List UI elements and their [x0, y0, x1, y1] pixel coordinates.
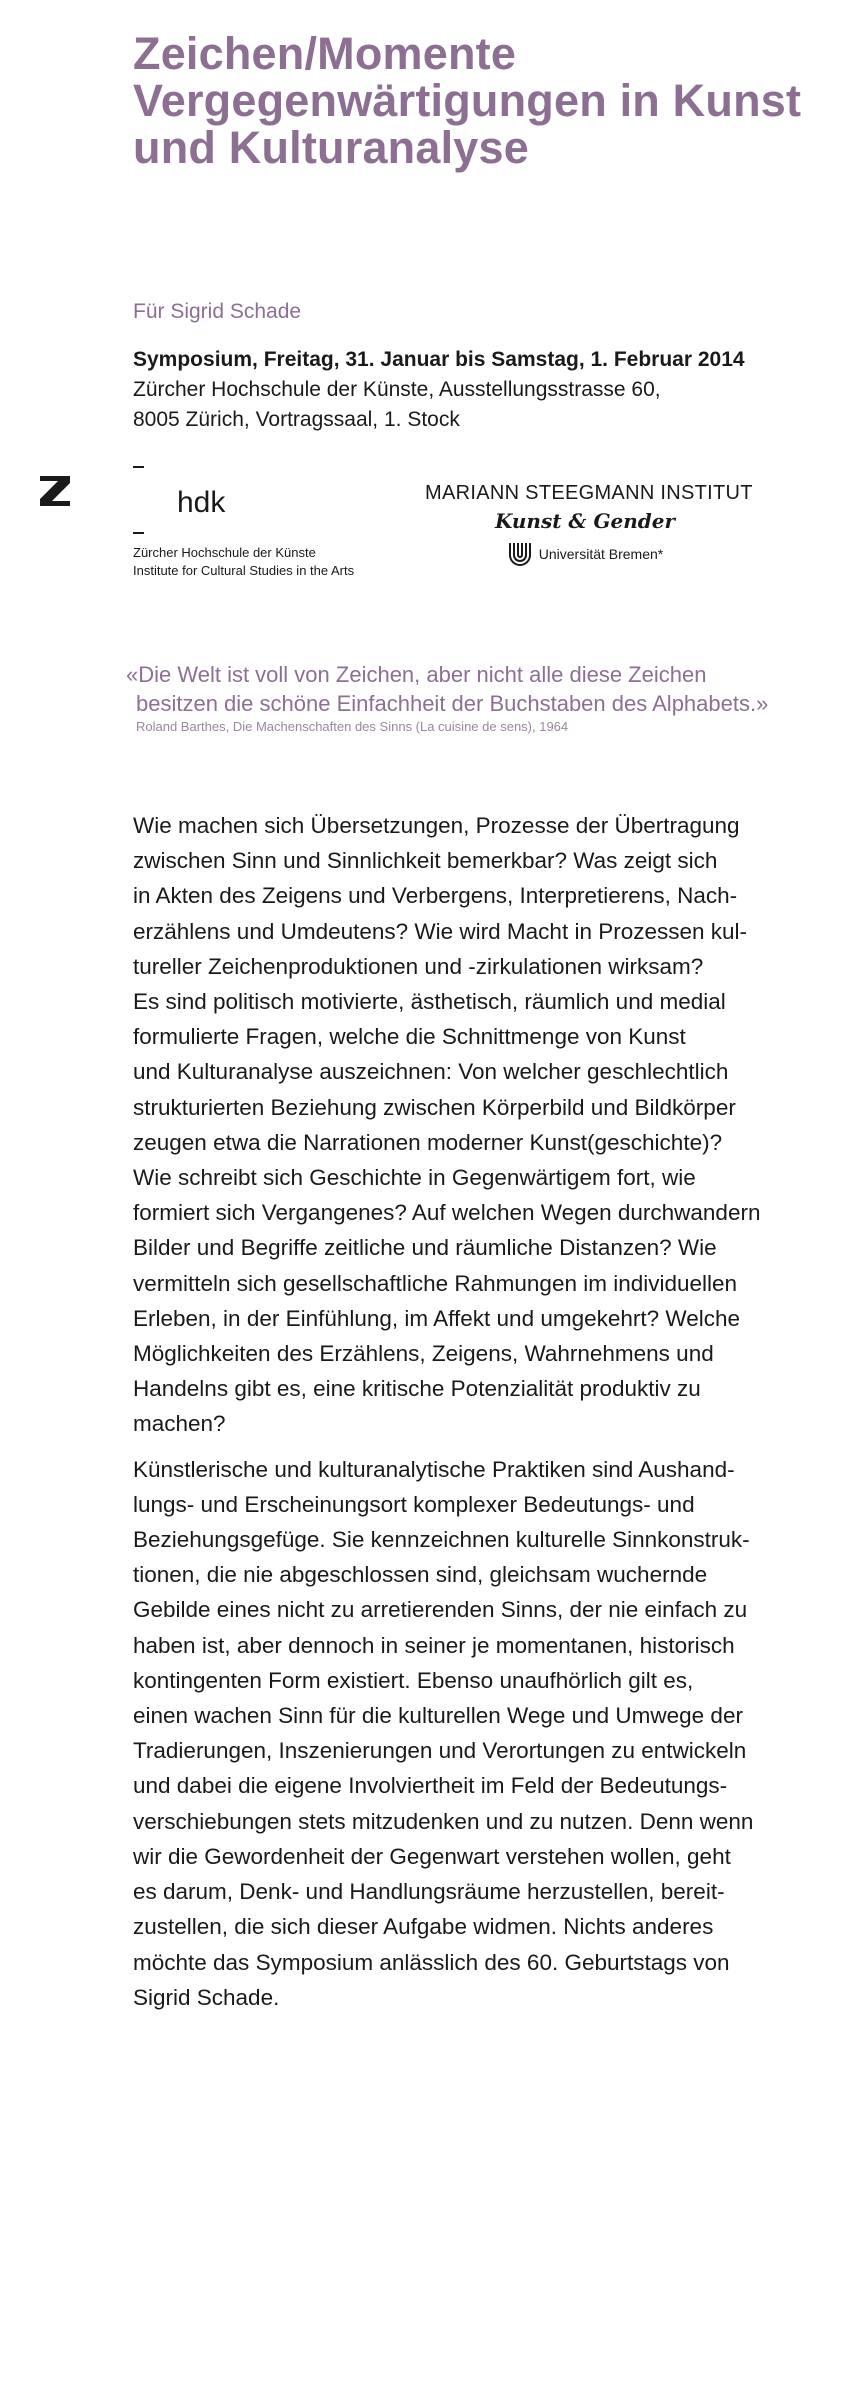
venue-line: Zürcher Hochschule der Künste, Ausstellungsstrasse 60, — [133, 378, 661, 401]
text-line: strukturierten Beziehung zwischen Körperbild und Bildkörper — [133, 1094, 736, 1120]
text-line: verschiebungen stets mitzudenken und zu nutzen. Denn wenn — [133, 1808, 754, 1834]
university-bremen-icon — [507, 541, 533, 567]
text-line: formulierte Fragen, welche die Schnittmenge von Kunst — [133, 1024, 686, 1050]
title-line: Vergegenwärtigungen in Kunst — [133, 75, 802, 126]
text-line: Wie machen sich Übersetzungen, Prozesse der Übertragung — [133, 813, 740, 838]
epigraph-quote — [126, 660, 826, 736]
text-line: Bilder und Begriffe zeitliche und räumliche Distanzen? Wie — [133, 1235, 717, 1261]
text-line: es darum, Denk- und Handlungsräume herzustellen, bereit- — [133, 1879, 725, 1905]
text-line: Gebilde eines nicht zu arretierenden Sinns, der nie einfach zu — [133, 1597, 748, 1623]
text-line: zwischen Sinn und Sinnlichkeit bemerkbar? Was zeigt sich — [133, 848, 718, 874]
symposium-dates: Symposium, Freitag, 31. Januar bis Samstag, 1. Februar 2014 — [133, 348, 745, 371]
text-line: zeugen etwa die Narrationen moderner Kunst(geschichte)? — [133, 1129, 723, 1155]
text-line: erzählens und Umdeutens? Wie wird Macht in Prozessen kul- — [133, 918, 748, 944]
hdk-subtitle — [133, 544, 354, 580]
text-line: einen wachen Sinn für die kulturellen Wege und Umwege der — [133, 1703, 743, 1729]
text-line: zustellen, die sich dieser Aufgabe widmen. Nichts anderes — [133, 1914, 714, 1940]
hdk-subtitle-line: Institute for Cultural Studies in the Arts — [133, 563, 355, 578]
hdk-dash-top — [133, 466, 144, 468]
text-line: lungs- und Erscheinungsort komplexer Bedeutungs- und — [133, 1491, 695, 1517]
text-line: tureller Zeichenproduktionen und -zirkulationen wirksam? — [133, 953, 704, 979]
title-line: und Kulturanalyse — [133, 122, 529, 173]
venue-line: 8005 Zürich, Vortragssaal, 1. Stock — [133, 408, 460, 431]
text-line: formiert sich Vergangenes? Auf welchen Wegen durchwandern — [133, 1200, 761, 1226]
text-line: in Akten des Zeigens und Verbergens, Interpretierens, Nach- — [133, 883, 738, 909]
text-line: möchte das Symposium anlässlich des 60. Geburtstags von — [133, 1949, 730, 1975]
text-line: wir die Gewordenheit der Gegenwart verstehen wollen, geht — [133, 1843, 731, 1869]
paragraph-2 — [133, 1452, 813, 2015]
text-line: Es sind politisch motivierte, ästhetisch, räumlich und medial — [133, 989, 726, 1015]
page-title — [133, 30, 801, 171]
text-line: Handelns gibt es, eine kritische Potenzialität produktiv zu — [133, 1376, 701, 1402]
text-line: machen? — [133, 1411, 226, 1437]
msi-tagline: Kunst & Gender — [494, 509, 676, 533]
title-line: Zeichen/Momente — [133, 28, 517, 79]
msi-logo — [425, 482, 753, 582]
msi-institute-name: MARIANN STEEGMANN INSTITUT — [425, 482, 753, 504]
text-line: Beziehungsgefüge. Sie kennzeichnen kulturelle Sinnkonstruk- — [133, 1527, 750, 1553]
hdk-name: hdk — [177, 486, 226, 519]
quote-source: Roland Barthes, Die Machenschaften des Sinns (La cuisine de sens), 1964 — [136, 719, 569, 734]
text-line: und Kulturanalyse auszeichnen: Von welcher geschlechtlich — [133, 1059, 729, 1085]
z-logo-icon — [38, 470, 72, 510]
text-line: kontingenten Form existiert. Ebenso unaufhörlich gilt es, — [133, 1667, 694, 1693]
text-line: Sigrid Schade. — [133, 1984, 280, 2010]
text-line: Künstlerische und kulturanalytische Praktiken sind Aushand- — [133, 1456, 735, 1482]
text-line: Tradierungen, Inszenierungen und Verortungen zu entwickeln — [133, 1738, 747, 1764]
text-line: Erleben, in der Einfühlung, im Affekt und umgekehrt? Welche — [133, 1305, 741, 1331]
text-line: und dabei die eigene Involviertheit im Feld der Bedeutungs- — [133, 1773, 728, 1799]
text-line: tionen, die nie abgeschlossen sind, gleichsam wuchernde — [133, 1562, 708, 1588]
hdk-subtitle-line: Zürcher Hochschule der Künste — [133, 545, 316, 560]
quote-line: «Die Welt ist voll von Zeichen, aber nicht alle diese Zeichen — [126, 662, 707, 687]
paragraph-1 — [133, 808, 813, 1442]
text-line: Wie schreibt sich Geschichte in Gegenwärtigem fort, wie — [133, 1165, 696, 1191]
dedication: Für Sigrid Schade — [133, 300, 302, 323]
hdk-dash-bottom — [133, 532, 144, 534]
university-bremen — [425, 541, 745, 567]
text-line: haben ist, aber dennoch in seiner je momentanen, historisch — [133, 1632, 735, 1658]
hdk-logo — [133, 458, 393, 583]
body-text — [133, 808, 813, 2025]
quote-line: besitzen die schöne Einfachheit der Buchstaben des Alphabets.» — [136, 691, 769, 716]
text-line: Möglichkeiten des Erzählens, Zeigens, Wahrnehmens und — [133, 1341, 714, 1367]
university-bremen-label: Universität Bremen* — [538, 546, 664, 562]
text-line: vermitteln sich gesellschaftliche Rahmungen im individuellen — [133, 1270, 738, 1296]
event-info — [133, 345, 745, 435]
